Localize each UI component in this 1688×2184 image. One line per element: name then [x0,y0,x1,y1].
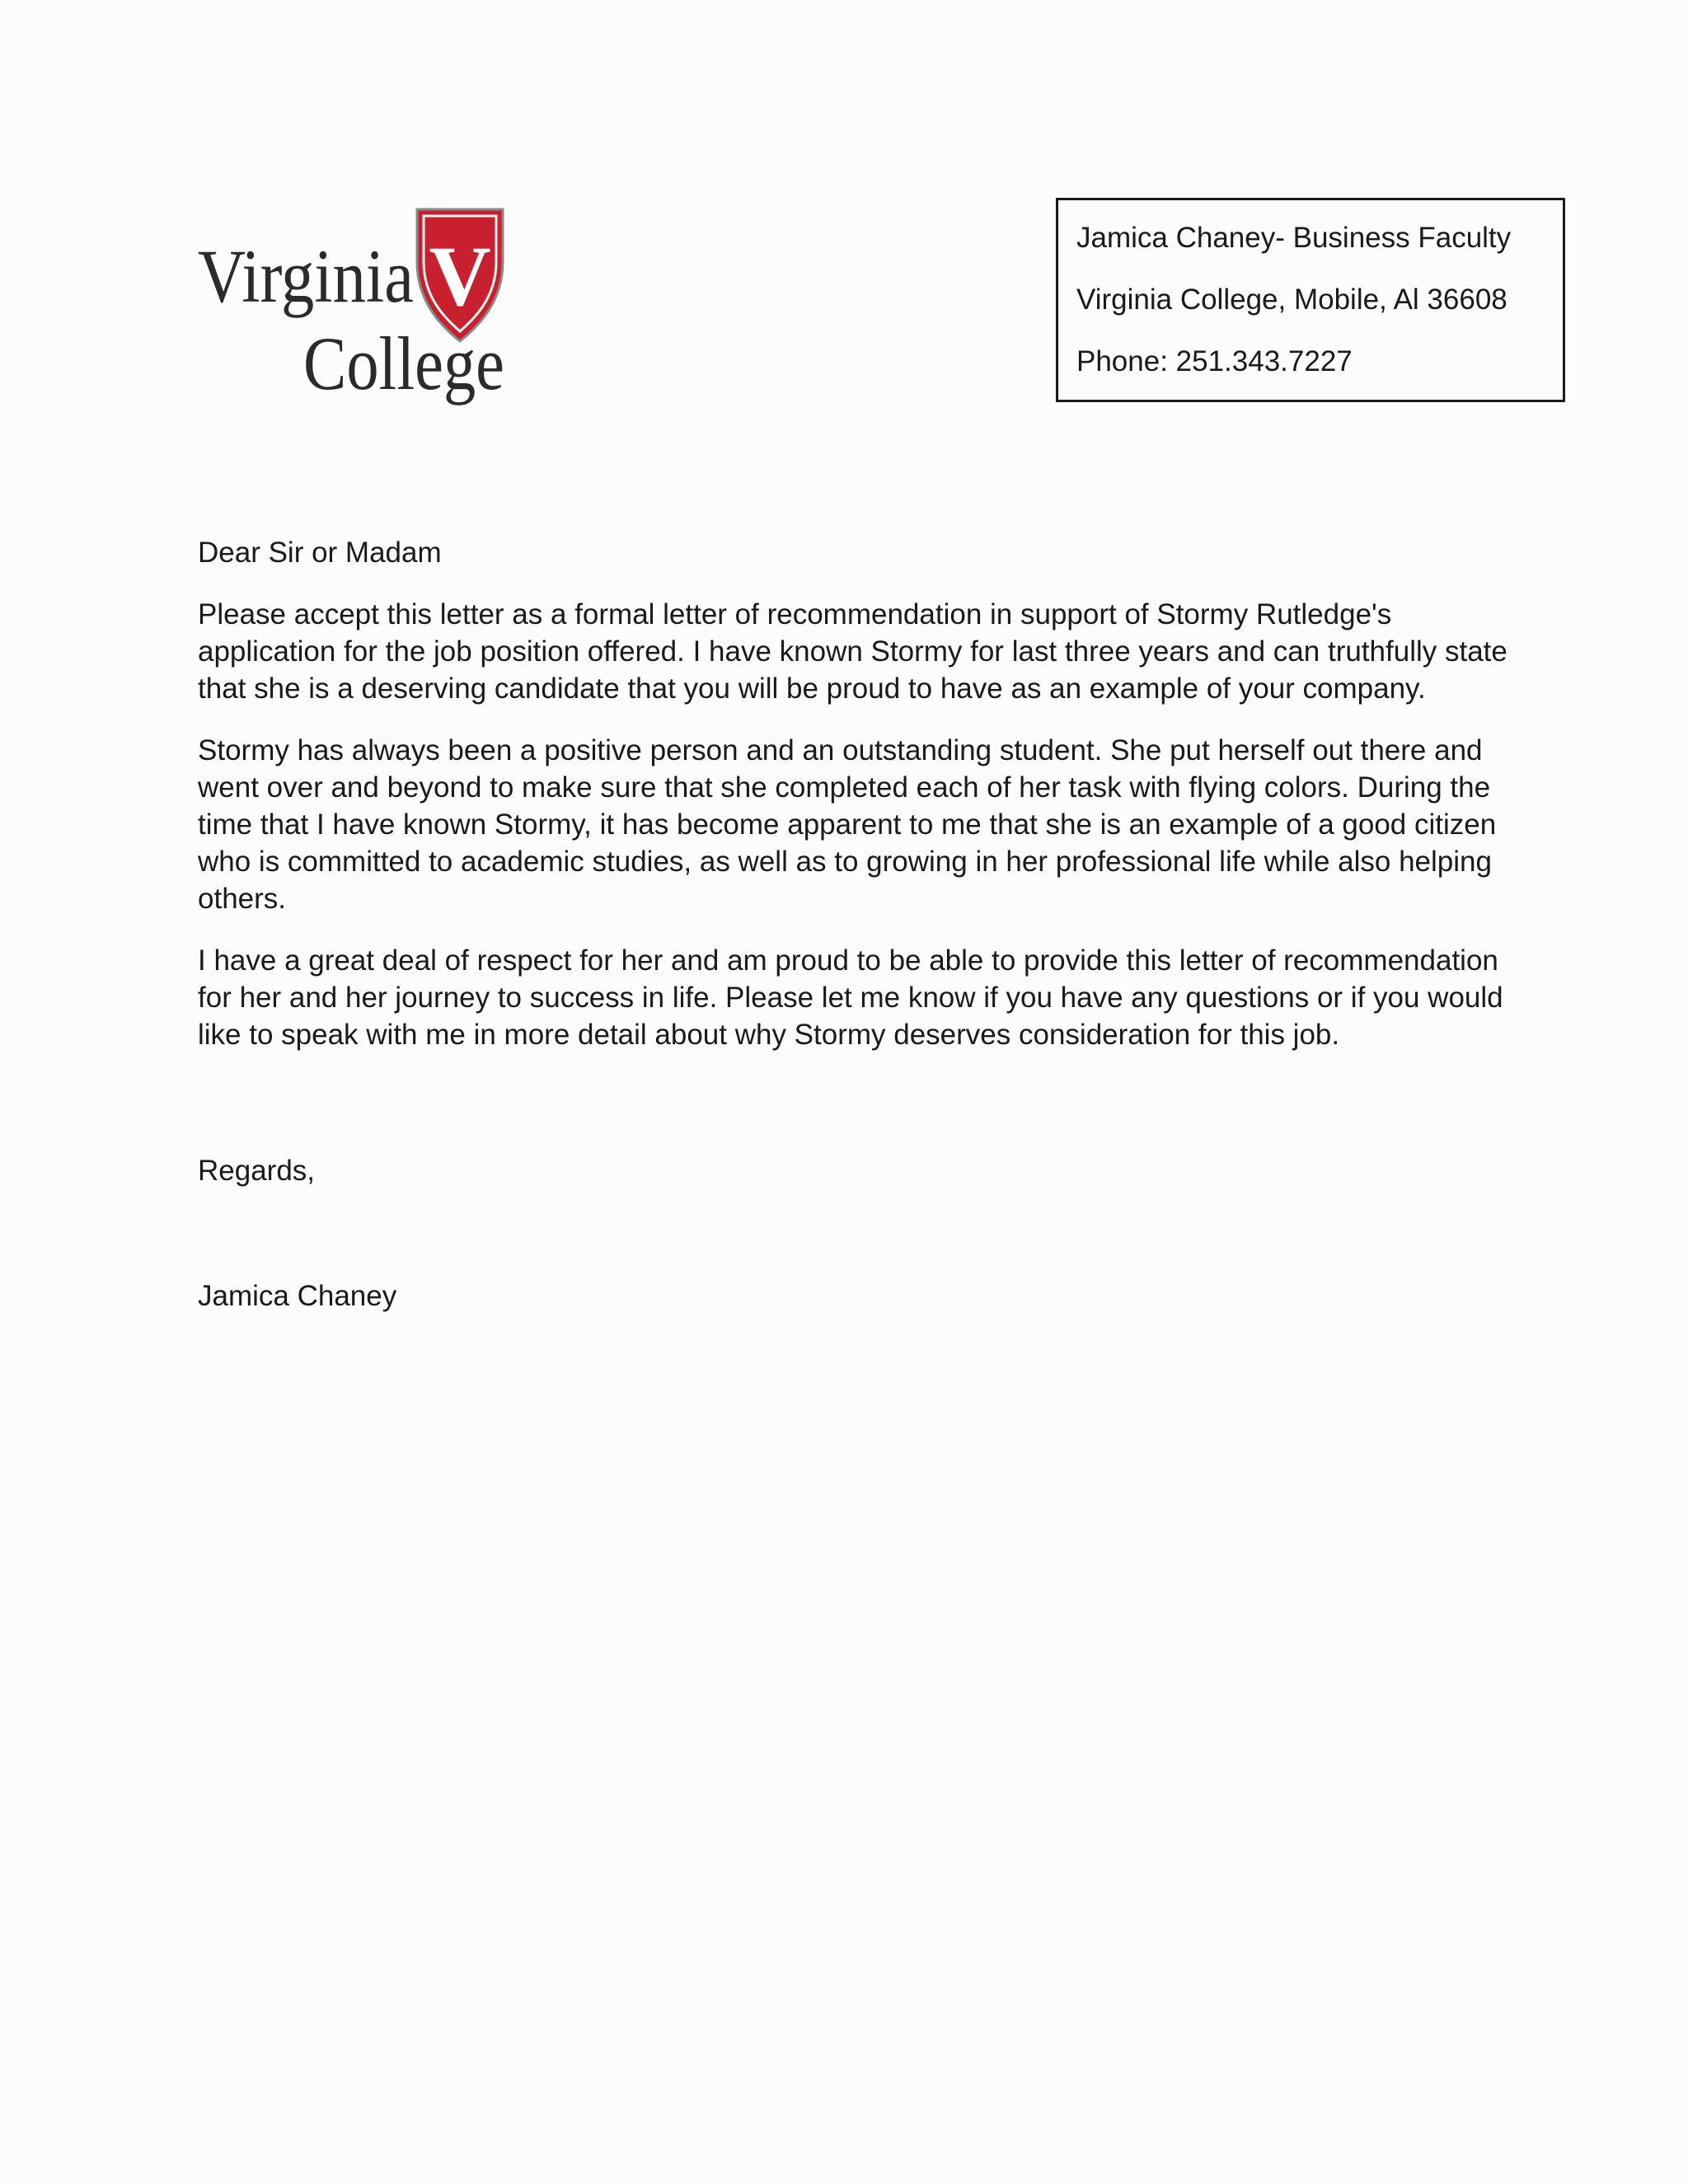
letter-body [198,534,1517,1078]
contact-address: Virginia College, Mobile, Al 36608 [1076,284,1507,316]
contact-phone: Phone: 251.343.7227 [1076,345,1353,377]
paragraph: Stormy has always been a positive person and an outstanding student. She put herself out there and went over and beyond to make sure that she completed each of her task with flying colors. During the time that I have known Stormy, it has become apparent to me that she is an example of a good citizen who is committed to academic studies, as well as to growing in her professional life while also helping others. [198,734,1497,915]
signature-name: Jamica Chaney [198,1280,397,1312]
virginia-college-logo [196,204,509,409]
paragraph: I have a great deal of respect for her and am proud to be able to provide this letter of recommendation for her and her journey to success in life. Please let me know if you have any questions or if you would like to speak with me in more detail about why Stormy deserves consideration for this job. [198,944,1503,1051]
logo-line1: Virginia [198,234,414,318]
logo-mark: V [429,229,491,324]
salutation: Dear Sir or Madam [198,537,442,569]
contact-name: Jamica Chaney- Business Faculty [1076,222,1512,254]
logo-line2: College [303,321,504,405]
paragraph: Please accept this letter as a formal letter of recommendation in support of Stormy Rutledge's application for the job position offered. I have known Stormy for last three years and can truthfully state that she is a deserving candidate that you will be proud to have as an example of your company. [198,598,1507,705]
closing: Regards, [198,1155,316,1187]
contact-info-box [1056,198,1565,402]
